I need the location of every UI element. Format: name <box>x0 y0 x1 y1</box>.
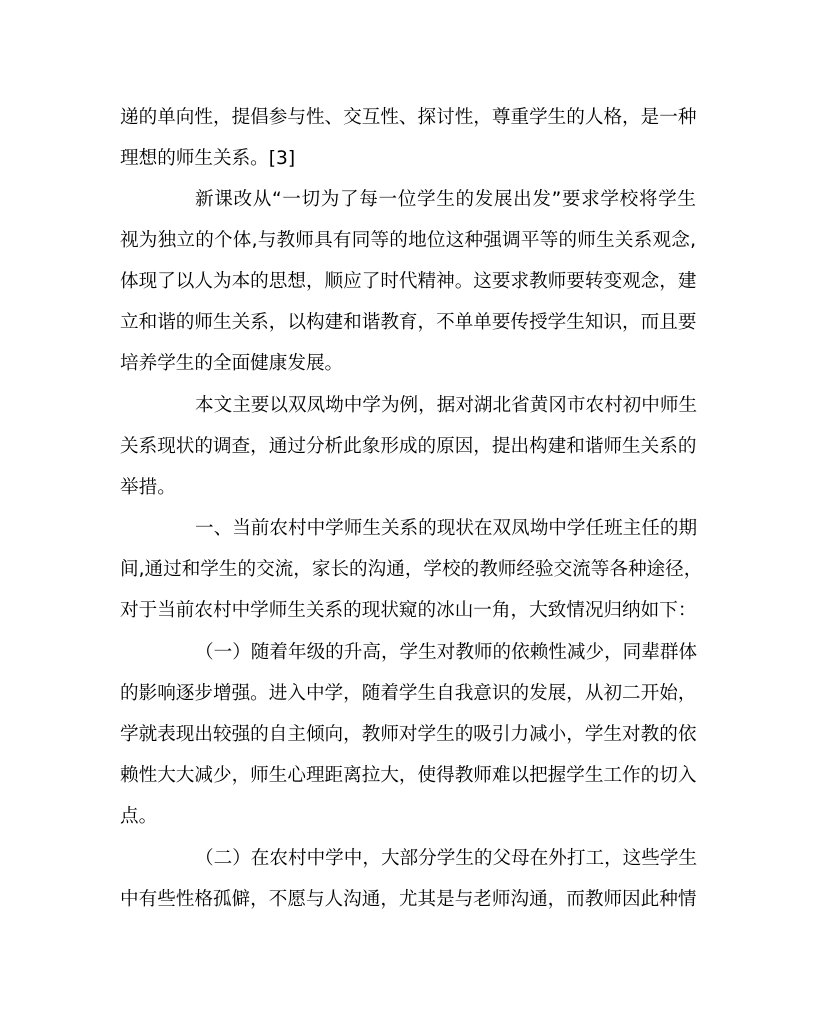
paragraph-2-line-4: 立和谐的师生关系，以构建和谐教育，不单单要传授学生知识，而且要 <box>120 312 697 333</box>
paragraph-2-line-1: 新课改从“一切为了每一位学生的发展出发”要求学校将学生 <box>195 189 696 210</box>
paragraph-3-line-2: 关系现状的调查，通过分析此象形成的原因，提出构建和谐师生关系的 <box>120 436 697 457</box>
paragraph-4-line-3: 对于当前农村中学师生关系的现状窥的冰山一角，大致情况归纳如下： <box>120 600 697 621</box>
paragraph-3-line-1: 本文主要以双凤坳中学为例，据对湖北省黄冈市农村初中师生 <box>195 395 698 416</box>
paragraph-5-line-1: （一）随着年级的升高，学生对教师的依赖性减少，同辈群体 <box>195 642 698 663</box>
paragraph-2-line-2: 视为独立的个体,与教师具有同等的地位这种强调平等的师生关系观念, <box>120 230 696 251</box>
paragraph-2-line-5: 培养学生的全面健康发展。 <box>120 353 344 374</box>
paragraph-6-line-1: （二）在农村中学中，大部分学生的父母在外打工，这些学生 <box>195 848 698 869</box>
paragraph-4-line-1: 一、当前农村中学师生关系的现状在双凤坳中学任班主任的期 <box>195 518 698 539</box>
paragraph-2-line-3: 体现了以人为本的思想，顺应了时代精神。这要求教师要转变观念，建 <box>120 271 697 292</box>
paragraph-6-line-2: 中有些性格孤僻，不愿与人沟通，尤其是与老师沟通，而教师因此种情 <box>120 889 697 910</box>
paragraph-5-line-4: 赖性大大减少，师生心理距离拉大，使得教师难以把握学生工作的切入 <box>120 765 697 786</box>
paragraph-5-line-2: 的影响逐步增强。进入中学，随着学生自我意识的发展，从初二开始， <box>120 683 697 704</box>
paragraph-5-line-5: 点。 <box>120 806 158 827</box>
paragraph-4-line-2: 间,通过和学生的交流，家长的沟通，学校的教师经验交流等各种途径， <box>120 559 703 580</box>
paragraph-1-line-2: 理想的师生关系。[3] <box>120 148 296 169</box>
paragraph-1-line-1: 递的单向性，提倡参与性、交互性、探讨性，尊重学生的人格，是一种 <box>120 107 697 128</box>
paragraph-3-line-3: 举措。 <box>120 477 176 498</box>
paragraph-5-line-3: 学就表现出较强的自主倾向，教师对学生的吸引力减小，学生对教的依 <box>120 724 697 745</box>
